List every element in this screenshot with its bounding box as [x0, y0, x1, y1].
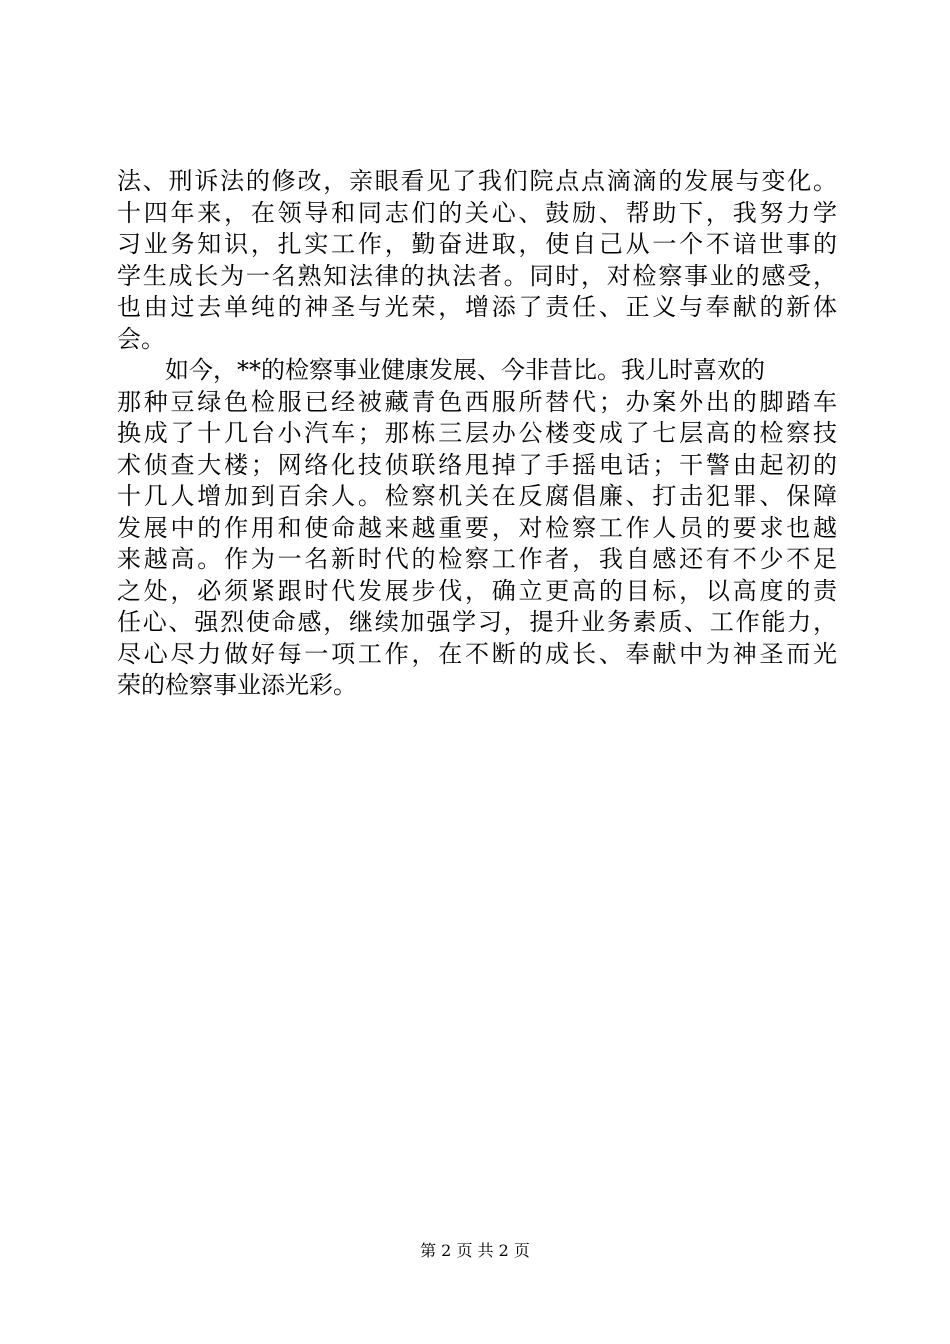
text-line: 习业务知识，扎实工作，勤奋进取，使自己从一个不谙世事的 [117, 230, 837, 258]
text-line: 那种豆绿色检服已经被藏青色西服所替代；办案外出的脚踏车 [117, 387, 837, 416]
body-text [117, 166, 837, 702]
text-line: 如今，**的检察事业健康发展、今非昔比。我儿时喜欢的 [117, 356, 765, 384]
text-line: 之处，必须紧跟时代发展步伐，确立更高的目标，以高度的责 [117, 576, 837, 605]
text-line: 学生成长为一名熟知法律的执法者。同时，对检察事业的感受， [117, 261, 837, 290]
text-line: 会。 [117, 324, 165, 353]
text-line: 荣的检察事业添光彩。 [117, 671, 357, 699]
text-line: 尽心尽力做好每一项工作，在不断的成长、奉献中为神圣而光 [117, 639, 837, 668]
text-line: 任心、强烈使命感，继续加强学习，提升业务素质、工作能力， [117, 608, 837, 636]
text-line: 也由过去单纯的神圣与光荣，增添了责任、正义与奉献的新体 [117, 293, 837, 321]
text-line: 来越高。作为一名新时代的检察工作者，我自感还有不少不足 [117, 545, 837, 573]
text-line: 术侦查大楼；网络化技侦联络甩掉了手摇电话；干警由起初的 [117, 450, 837, 479]
text-line: 发展中的作用和使命越来越重要，对检察工作人员的要求也越 [117, 513, 837, 542]
text-line: 十四年来，在领导和同志们的关心、鼓励、帮助下，我努力学 [117, 198, 837, 227]
text-line: 换成了十几台小汽车；那栋三层办公楼变成了七层高的检察技 [117, 419, 837, 447]
page-footer: 第 2 页 共 2 页 [420, 1241, 530, 1260]
text-line: 法、刑诉法的修改，亲眼看见了我们院点点滴滴的发展与变化。 [117, 167, 837, 195]
text-line: 十几人增加到百余人。检察机关在反腐倡廉、打击犯罪、保障 [117, 482, 837, 510]
